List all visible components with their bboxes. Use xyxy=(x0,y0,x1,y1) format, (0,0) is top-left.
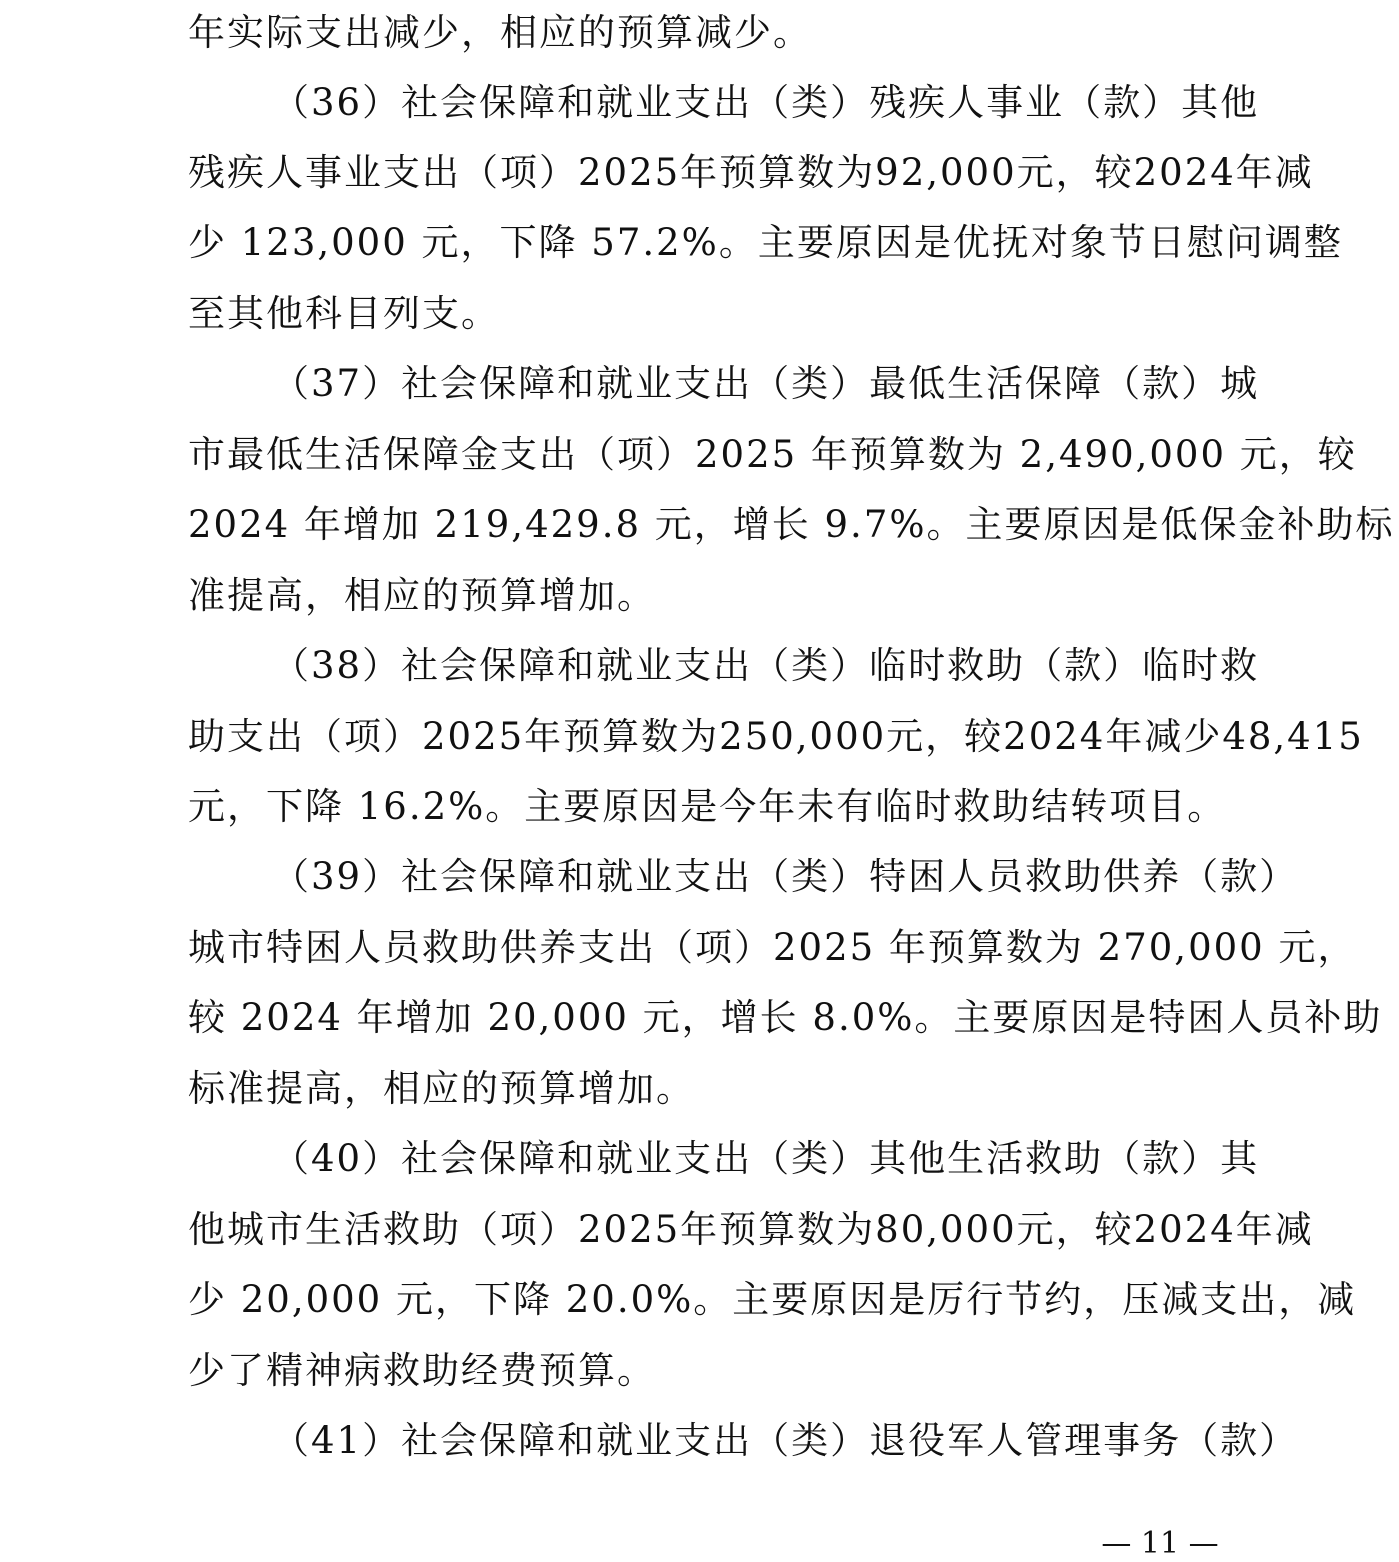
paragraph-37-line-4: 准提高，相应的预算增加。 xyxy=(188,574,656,617)
paragraph-37-line-2: 市最低生活保障金支出（项）2025 年预算数为 2,490,000 元，较 xyxy=(188,433,1357,476)
paragraph-36-line-3: 少 123,000 元，下降 57.2%。主要原因是优抚对象节日慰问调整 xyxy=(188,221,1343,264)
paragraph-39-line-3: 较 2024 年增加 20,000 元，增长 8.0%。主要原因是特困人员补助 xyxy=(188,996,1383,1039)
paragraph-37-line-3: 2024 年增加 219,429.8 元，增长 9.7%。主要原因是低保金补助标 xyxy=(188,503,1395,546)
paragraph-36-line-1: （36）社会保障和就业支出（类）残疾人事业（款）其他 xyxy=(272,81,1260,124)
paragraph-37-line-1: （37）社会保障和就业支出（类）最低生活保障（款）城 xyxy=(272,362,1260,405)
paragraph-38-line-1: （38）社会保障和就业支出（类）临时救助（款）临时救 xyxy=(272,644,1260,687)
paragraph-38-line-3: 元，下降 16.2%。主要原因是今年未有临时救助结转项目。 xyxy=(188,785,1227,828)
paragraph-36-line-2: 残疾人事业支出（项）2025年预算数为92,000元，较2024年减 xyxy=(188,151,1314,194)
paragraph-40-line-2: 他城市生活救助（项）2025年预算数为80,000元，较2024年减 xyxy=(188,1208,1314,1251)
paragraph-41-line-1: （41）社会保障和就业支出（类）退役军人管理事务（款） xyxy=(272,1419,1299,1462)
paragraph-40-line-3: 少 20,000 元，下降 20.0%。主要原因是厉行节约，压减支出，减 xyxy=(188,1278,1357,1321)
paragraph-36-line-4: 至其他科目列支。 xyxy=(188,292,500,335)
page-number: — 11 — xyxy=(1101,1526,1219,1561)
paragraph-38-line-2: 助支出（项）2025年预算数为250,000元，较2024年减少48,415 xyxy=(188,715,1364,758)
paragraph-40-line-4: 少了精神病救助经费预算。 xyxy=(188,1349,656,1392)
text-line: 年实际支出减少，相应的预算减少。 xyxy=(188,11,812,54)
paragraph-39-line-2: 城市特困人员救助供养支出（项）2025 年预算数为 270,000 元， xyxy=(188,926,1357,969)
paragraph-40-line-1: （40）社会保障和就业支出（类）其他生活救助（款）其 xyxy=(272,1137,1260,1180)
paragraph-39-line-4: 标准提高，相应的预算增加。 xyxy=(188,1067,695,1110)
paragraph-39-line-1: （39）社会保障和就业支出（类）特困人员救助供养（款） xyxy=(272,855,1299,898)
